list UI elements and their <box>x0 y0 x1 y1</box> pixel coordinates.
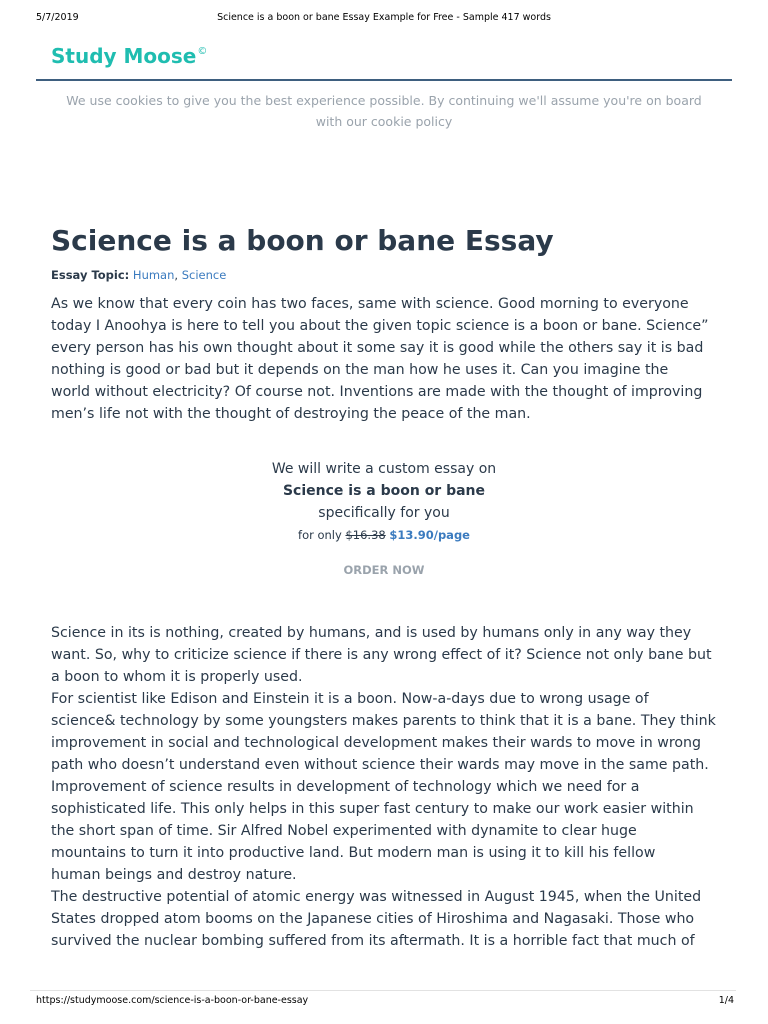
body-paragraph <box>51 622 719 952</box>
cookie-notice-line: with our cookie policy <box>315 114 453 129</box>
offer-intro: We will write a custom essay on <box>271 461 497 477</box>
text-line: world without electricity? Of course not. Inventions are made with the thought of improving <box>51 384 703 400</box>
text-line: science& technology by some youngsters makes parents to think that it is a bane. They think <box>51 713 716 729</box>
price-prefix: for only <box>298 528 342 542</box>
print-page-title: Science is a boon or bane Essay Example for Free - Sample 417 words <box>217 12 551 23</box>
offer-price <box>184 524 584 546</box>
text-line: sophisticated life. This only helps in this super fast century to make our work easier within <box>51 801 694 817</box>
text-line: Science in its is nothing, created by humans, and is used by humans only in any way they <box>51 625 692 641</box>
essay-topic-line: Essay Topic: Human, Science <box>51 268 227 282</box>
text-line: nothing is good or bad but it depends on the man how he uses it. Can you imagine the <box>51 362 669 378</box>
intro-paragraph <box>51 293 719 425</box>
text-line: survived the nuclear bombing suffered from its aftermath. It is a horrible fact that much of <box>51 933 695 949</box>
text-line: improvement in social and technological development makes their wards to move in wrong <box>51 735 702 751</box>
essay-title: Science is a boon or bane Essay <box>51 224 554 257</box>
essay-topic-label: Essay Topic: <box>51 268 130 282</box>
text-line: States dropped atom booms on the Japanese cities of Hiroshima and Nagasaki. Those who <box>51 911 695 927</box>
offer-subline: specifically for you <box>318 505 450 521</box>
text-line: Improvement of science results in development of technology which we need for a <box>51 779 640 795</box>
text-line: human beings and destroy nature. <box>51 867 297 883</box>
text-line: today I Anoohya is here to tell you about the given topic science is a boon or bane. Science” <box>51 318 709 334</box>
text-line: a boon to whom it is properly used. <box>51 669 303 685</box>
text-line: want. So, why to criticize science if there is any wrong effect of it? Science not only bane but <box>51 647 712 663</box>
text-line: mountains to turn it into productive land. But modern man is using it to kill his fellow <box>51 845 656 861</box>
header-divider <box>36 79 732 81</box>
study-moose-logo[interactable] <box>51 44 207 68</box>
topic-link-science[interactable]: Science <box>181 268 227 282</box>
text-line: men’s life not with the thought of destroying the peace of the man. <box>51 406 531 422</box>
text-line: The destructive potential of atomic energy was witnessed in August 1945, when the United <box>51 889 702 905</box>
logo-text: Study Moose <box>51 44 197 68</box>
offer-topic: Science is a boon or bane <box>282 483 486 499</box>
cookie-notice-line: We use cookies to give you the best experience possible. By continuing we'll assume you're on board <box>66 93 702 108</box>
page-number: 1/4 <box>718 995 734 1006</box>
order-now-button[interactable]: ORDER NOW <box>343 563 425 577</box>
custom-essay-offer <box>184 458 584 546</box>
cookie-notice <box>60 90 708 132</box>
logo-mark: © <box>197 46 208 57</box>
text-line: the short span of time. Sir Alfred Nobel experimented with dynamite to clear huge <box>51 823 637 839</box>
old-price: $16.38 <box>345 528 386 542</box>
text-line: As we know that every coin has two faces, same with science. Good morning to everyone <box>51 296 689 312</box>
topic-link-human[interactable]: Human <box>132 268 175 282</box>
text-line: For scientist like Edison and Einstein it is a boon. Now-a-days due to wrong usage of <box>51 691 649 707</box>
text-line: path who doesn’t understand even without science their wards may move in the same path. <box>51 757 709 773</box>
print-url: https://studymoose.com/science-is-a-boon-or-bane-essay <box>36 995 309 1006</box>
footer-divider <box>30 990 736 991</box>
new-price: $13.90/page <box>389 528 470 542</box>
print-header <box>0 12 768 28</box>
text-line: every person has his own thought about it some say it is good while the others say it is bad <box>51 340 704 356</box>
print-date: 5/7/2019 <box>36 12 79 23</box>
